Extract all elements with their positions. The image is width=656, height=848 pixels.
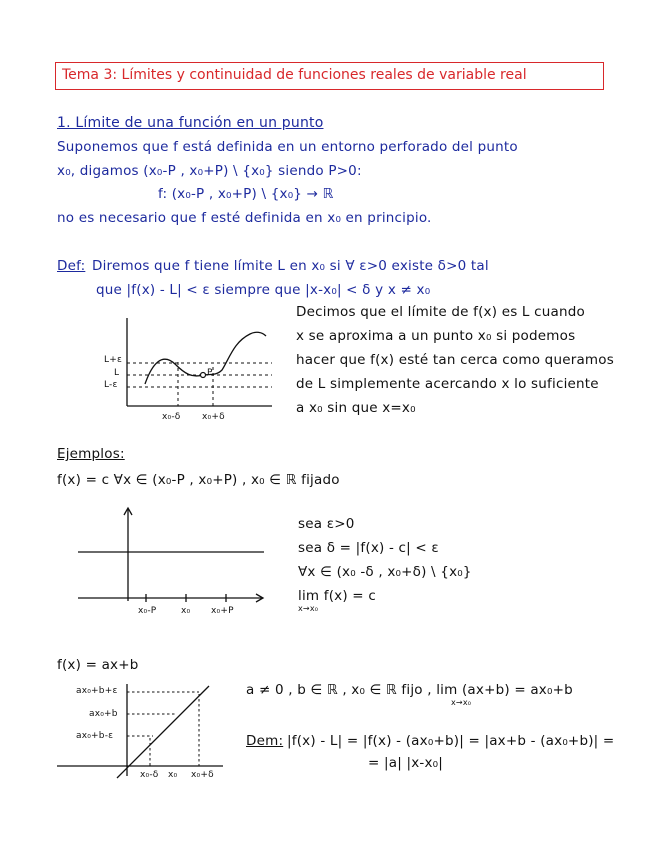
axis-label-x-plus: x₀+δ (191, 770, 214, 780)
page-title: Tema 3: Límites y continuidad de funciones reales de variable real (62, 67, 527, 83)
proof-line: lim f(x) = c (298, 588, 376, 604)
proof-line: sea ε>0 (298, 516, 355, 532)
dem-label: Dem: (246, 733, 284, 749)
axis-label-x0: x₀ (181, 606, 191, 616)
text-line: x₀, digamos (x₀-P , x₀+P) \ {x₀} siendo P>0: (57, 163, 362, 179)
lim-subscript: x→x₀ (298, 604, 319, 613)
definition-line: que |f(x) - L| < ε siempre que |x-x₀| < δ y x ≠ x₀ (96, 282, 431, 298)
constant-function-graph (76, 505, 266, 610)
definition-label: Def: (57, 258, 86, 274)
dem-line: = |a| |x-x₀| (368, 755, 444, 771)
examples-heading: Ejemplos: (57, 446, 125, 462)
axis-label-x-minus: x₀-P (138, 606, 157, 616)
text-line: no es necesario que f esté definida en x₀ en principio. (57, 210, 432, 226)
lim-subscript: x→x₀ (451, 698, 472, 707)
explanation-line: a x₀ sin que x=x₀ (296, 400, 416, 416)
axis-label-y-top: ax₀+b+ε (76, 686, 118, 696)
text-line: Suponemos que f está definida en un entorno perforado del punto (57, 139, 518, 155)
explanation-line: hacer que f(x) esté tan cerca como queramos (296, 352, 614, 368)
graph-label-p: P (207, 368, 213, 378)
axis-label-x0: x₀ (168, 770, 178, 780)
example2-conditions: a ≠ 0 , b ∈ ℝ , x₀ ∈ ℝ fijo , lim (ax+b) = ax₀+b (246, 682, 573, 698)
dem-line: |f(x) - L| = |f(x) - (ax₀+b)| = |ax+b - (ax₀+b)| = (287, 733, 615, 749)
axis-label-y-mid: ax₀+b (89, 709, 118, 719)
title-box (55, 62, 604, 90)
explanation-line: Decimos que el límite de f(x) es L cuando (296, 304, 585, 320)
graph-label-l-plus: L+ε (104, 355, 123, 365)
proof-line: sea δ = |f(x) - c| < ε (298, 540, 439, 556)
axis-label-y-bot: ax₀+b-ε (76, 731, 114, 741)
definition-line: Diremos que f tiene límite L en x₀ si ∀ ε>0 existe δ>0 tal (92, 258, 489, 274)
graph-label-l-minus: L-ε (104, 380, 118, 390)
explanation-line: x se aproxima a un punto x₀ si podemos (296, 328, 576, 344)
section-heading: 1. Límite de una función en un punto (57, 115, 324, 131)
formula-line: f: (x₀-P , x₀+P) \ {x₀} → ℝ (158, 186, 334, 202)
limit-graph (100, 312, 280, 430)
example1-statement: f(x) = c ∀x ∈ (x₀-P , x₀+P) , x₀ ∈ ℝ fijado (57, 472, 340, 488)
graph-label-x-plus: x₀+δ (202, 412, 225, 422)
axis-label-x-minus: x₀-δ (140, 770, 159, 780)
explanation-line: de L simplemente acercando x lo suficiente (296, 376, 599, 392)
proof-line: ∀x ∈ (x₀ -δ , x₀+δ) \ {x₀} (298, 564, 472, 580)
graph-label-l: L (114, 368, 120, 378)
graph-label-x-minus: x₀-δ (162, 412, 181, 422)
example2-statement: f(x) = ax+b (57, 657, 139, 673)
axis-label-x-plus: x₀+P (211, 606, 234, 616)
